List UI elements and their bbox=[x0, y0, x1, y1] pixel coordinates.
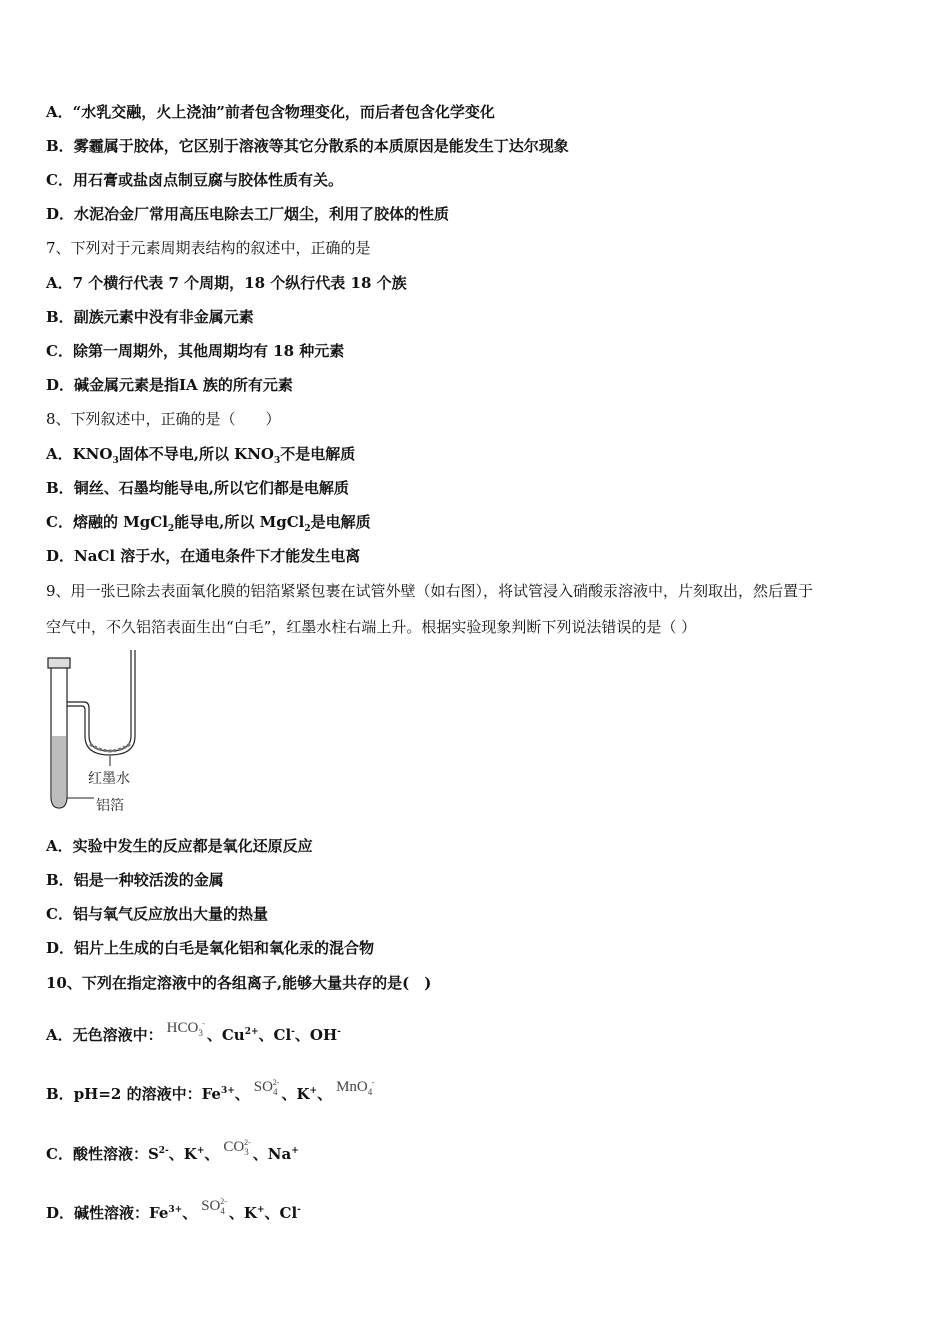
q10-option-a: A．无色溶液中： $HCO_3$ - 、$Cu^{2+}$、Cl-、OH- bbox=[46, 1019, 341, 1044]
q9-stem-line2: 空气中，不久铝箔表面生出“白毛”，红墨水柱右端上升。根据实验现象判断下列说法错误的是（ ） bbox=[46, 618, 697, 636]
co3-formula: $CO_3$ 2- bbox=[223, 1138, 251, 1157]
q6-option-d: D．水泥冶金厂常用高压电除去工厂烟尘，利用了胶体的性质 bbox=[46, 205, 450, 223]
q8-option-d: D．NaCl 溶于水，在通电条件下才能发生电离 bbox=[46, 547, 361, 565]
q10-option-c: C．酸性溶液：$S^{2-}$、K+、 $CO_3$ 2- 、Na+ bbox=[46, 1138, 299, 1163]
q9-stem-line1: 9、用一张已除去表面氧化膜的铝箔紧紧包裹在试管外壁（如右图），将试管浸入硝酸汞溶液中，片刻取出，然后置于 bbox=[46, 582, 814, 600]
q7-option-b: B．副族元素中没有非金属元素 bbox=[46, 308, 254, 326]
q6-option-b: B．雾霾属于胶体，它区别于溶液等其它分散系的本质原因是能发生丁达尔现象 bbox=[46, 137, 569, 155]
q9-option-b: B．铝是一种较活泼的金属 bbox=[46, 871, 224, 889]
mno4-formula: MnO$_4$ - bbox=[336, 1078, 375, 1097]
foil-label: 铝箔 bbox=[96, 798, 124, 814]
q10-option-d: D．碱性溶液：$Fe^{3+}$、 $SO_4$ 2- 、K+、Cl- bbox=[46, 1197, 301, 1222]
q9-option-d: D．铝片上生成的白毛是氧化铝和氧化汞的混合物 bbox=[46, 939, 375, 957]
u-tube-outer bbox=[67, 650, 131, 751]
so4-formula-d: $SO_4$ 2- bbox=[201, 1197, 227, 1216]
q8-option-c: C．熔融的 MgCl$_2$能导电,所以 MgCl$_2$是电解质 bbox=[46, 513, 371, 534]
so4-formula: $SO_4$ 2- bbox=[253, 1078, 280, 1097]
q6-option-c: C．用石膏或盐卤点制豆腐与胶体性质有关。 bbox=[46, 171, 343, 189]
red-ink bbox=[90, 744, 130, 751]
ink-label: 红墨水 bbox=[88, 771, 130, 787]
q8-option-b: B．铜丝、石墨均能导电,所以它们都是电解质 bbox=[46, 479, 349, 497]
q6-option-a: A．“水乳交融，火上浇油”前者包含物理变化，而后者包含化学变化 bbox=[46, 103, 495, 121]
q7-option-c: C．除第一周期外，其他周期均有 18 种元素 bbox=[46, 342, 345, 360]
q7-stem: 7、下列对于元素周期表结构的叙述中，正确的是 bbox=[46, 239, 371, 257]
q7-option-a: A．7 个横行代表 7 个周期，18 个纵行代表 18 个族 bbox=[46, 274, 407, 292]
q8-stem: 8、下列叙述中，正确的是（ ） bbox=[46, 410, 281, 428]
test-tube-figure bbox=[44, 648, 154, 818]
q10-option-b: B．pH=2 的溶液中：$Fe^{3+}$、 $SO_4$ 2- 、K+、 MnO$_4$ - bbox=[46, 1078, 375, 1103]
q10-stem: 10、下列在指定溶液中的各组离子,能够大量共存的是( ) bbox=[46, 974, 432, 992]
q9-option-c: C．铝与氧气反应放出大量的热量 bbox=[46, 905, 268, 923]
hco3-formula: $HCO_3$ - bbox=[166, 1019, 205, 1038]
q9-option-a: A．实验中发生的反应都是氧化还原反应 bbox=[46, 837, 313, 855]
aluminum-foil bbox=[52, 736, 66, 807]
stopper bbox=[48, 658, 70, 668]
q8-option-a: A．$KNO_3$固体不导电,所以 $KNO_3$不是电解质 bbox=[46, 445, 356, 466]
q7-option-d: D．碱金属元素是指ⅠA 族的所有元素 bbox=[46, 376, 293, 394]
